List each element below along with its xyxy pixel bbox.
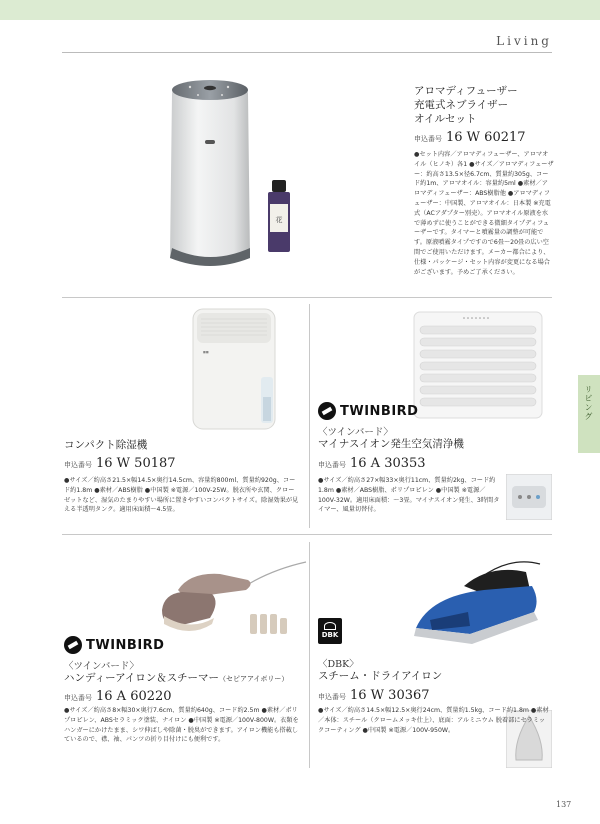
order-code-prefix: 申込番号 — [64, 694, 92, 702]
air-purifier-image — [408, 306, 548, 424]
air-purifier-order-code — [318, 456, 426, 471]
aroma-order-code — [414, 130, 526, 145]
bottle-label: 花 — [275, 216, 283, 224]
aroma-title-line3: オイルセット — [414, 113, 477, 125]
steamer-description: ●サイズ／約高さ8×幅30×奥行7.6cm、質量約640g、コード約2.5m ●素材／ポリプロピレン、ABSセラミック塗装、ナイロン ●中国製 ※電源／100V-800W。衣類をハンガーにかけたまま、シワ伸ばしや除菌・脱臭ができます。アイロン機能も搭載しているので、襟、袖、パンツの折り目付けにも便利です。 — [64, 707, 299, 744]
side-tab-living[interactable] — [578, 375, 600, 453]
divider-col-a — [309, 304, 310, 528]
dehumidifier-image — [185, 305, 285, 435]
twinbird-logo — [64, 636, 164, 654]
dbk-logo-text: DBK — [321, 631, 339, 639]
order-code-prefix: 申込番号 — [414, 135, 442, 143]
twinbird-logo-text: TWINBIRD — [86, 637, 165, 653]
dehumidifier-order-code — [64, 456, 176, 471]
order-code-value: 16 W 30367 — [350, 688, 430, 703]
aroma-diffuser-image — [150, 62, 370, 302]
steamer-order-code — [64, 689, 172, 704]
steam-iron-image — [410, 550, 555, 650]
svg-text:■■: ■■ — [203, 350, 209, 354]
dbk-logo — [318, 618, 342, 644]
dbk-logo-icon — [324, 622, 336, 630]
order-code-value: 16 A 30353 — [350, 456, 426, 471]
twinbird-logo-icon — [318, 402, 336, 420]
air-purifier-description: ●サイズ／約高さ27×幅33×奥行11cm、質量約2kg、コード約1.8m ●素材／ABS樹脂、ポリプロピレン ●中国製 ※電源／100V-32W。適用床面積：〜3畳。マイナスイオン発生、3時間タイマー、風量切替付。 — [318, 477, 500, 514]
order-code-value: 16 W 50187 — [96, 456, 176, 471]
order-code-prefix: 申込番号 — [318, 461, 346, 469]
order-code-value: 16 W 60217 — [446, 130, 526, 145]
iron-title: スチーム・ドライアイロン — [318, 670, 443, 682]
steamer-title-main: ハンディーアイロン＆スチーマー — [64, 672, 219, 684]
order-code-value: 16 A 60220 — [96, 689, 172, 704]
twinbird-logo-text: TWINBIRD — [340, 403, 419, 419]
aroma-title-line1: アロマディフューザー — [414, 85, 518, 97]
dehumidifier-title: コンパクト除湿機 — [64, 439, 148, 451]
top-color-band — [0, 0, 600, 20]
aroma-title-line2: 充電式ネブライザー — [414, 99, 509, 111]
order-code-prefix: 申込番号 — [64, 461, 92, 469]
iron-brand-sub: 〈DBK〉 — [318, 659, 359, 670]
handy-steamer-image — [150, 550, 310, 646]
air-purifier-control-inset — [506, 474, 552, 520]
steamer-title-color: （セピアアイボリー） — [218, 675, 289, 683]
steamer-brand-sub: 〈ツインバード〉 — [64, 661, 139, 672]
section-title: Living — [496, 34, 552, 48]
header-rule — [62, 52, 552, 53]
order-code-prefix: 申込番号 — [318, 693, 346, 701]
iron-order-code — [318, 688, 430, 703]
steamer-title — [64, 671, 288, 686]
iron-description: ●サイズ／約高さ14.5×幅12.5×奥行24cm、質量約1.5kg、コード約1.8m ●素材／本体：スチール（クロームメッキ仕上）、底面：アルミニウム 脱着部にセラミックコーティング ●中国製 ※電源／100V-950W。 — [318, 707, 549, 734]
page-number: 137 — [556, 800, 572, 809]
twinbird-logo — [318, 402, 418, 420]
side-tab-label: リビング — [584, 385, 593, 421]
twinbird-logo-icon — [64, 636, 82, 654]
dehumidifier-description: ●サイズ／約高さ21.5×幅14.5×奥行14.5cm、容量約800ml、質量約920g、コード約1.8m ●素材／ABS樹脂 ●中国製 ※電源／100V-25W。脱衣所や玄関、クローゼットなど、湿気のたまりやすい場所に置きやすいコンパクトサイズ。除湿効果が見える半透明タンク。適用床面積〜4.5畳。 — [64, 477, 299, 514]
aroma-description: ●セット内容／アロマディフューザー、アロマオイル（ヒノキ）各1 ●サイズ／アロマディフューザー：約高さ13.5×径6.7cm、質量約305g、コード約1m、アロマオイル：容量約5ml ●素材／アロマディフューザー：ABS樹脂他 ●アロマディフューザー：中国製、アロマオイル：日本製 ※充電式（ACアダプター別売）。アロマオイル原液を水で薄めずに使うことができる微細タイプディフューザーです。タイマーと噴霧量の調整が可能です。原液噴霧タイプですので6畳〜20畳の広い空間でご使用いただけます。メーカー都合により、仕様・パッケージ・セット内容が変更になる場合がございます。予めご了承ください。 — [414, 151, 554, 276]
divider-row2 — [62, 534, 552, 535]
air-purifier-brand-sub: 〈ツインバード〉 — [318, 427, 393, 438]
air-purifier-title: マイナスイオン発生空気清浄機 — [318, 438, 464, 450]
